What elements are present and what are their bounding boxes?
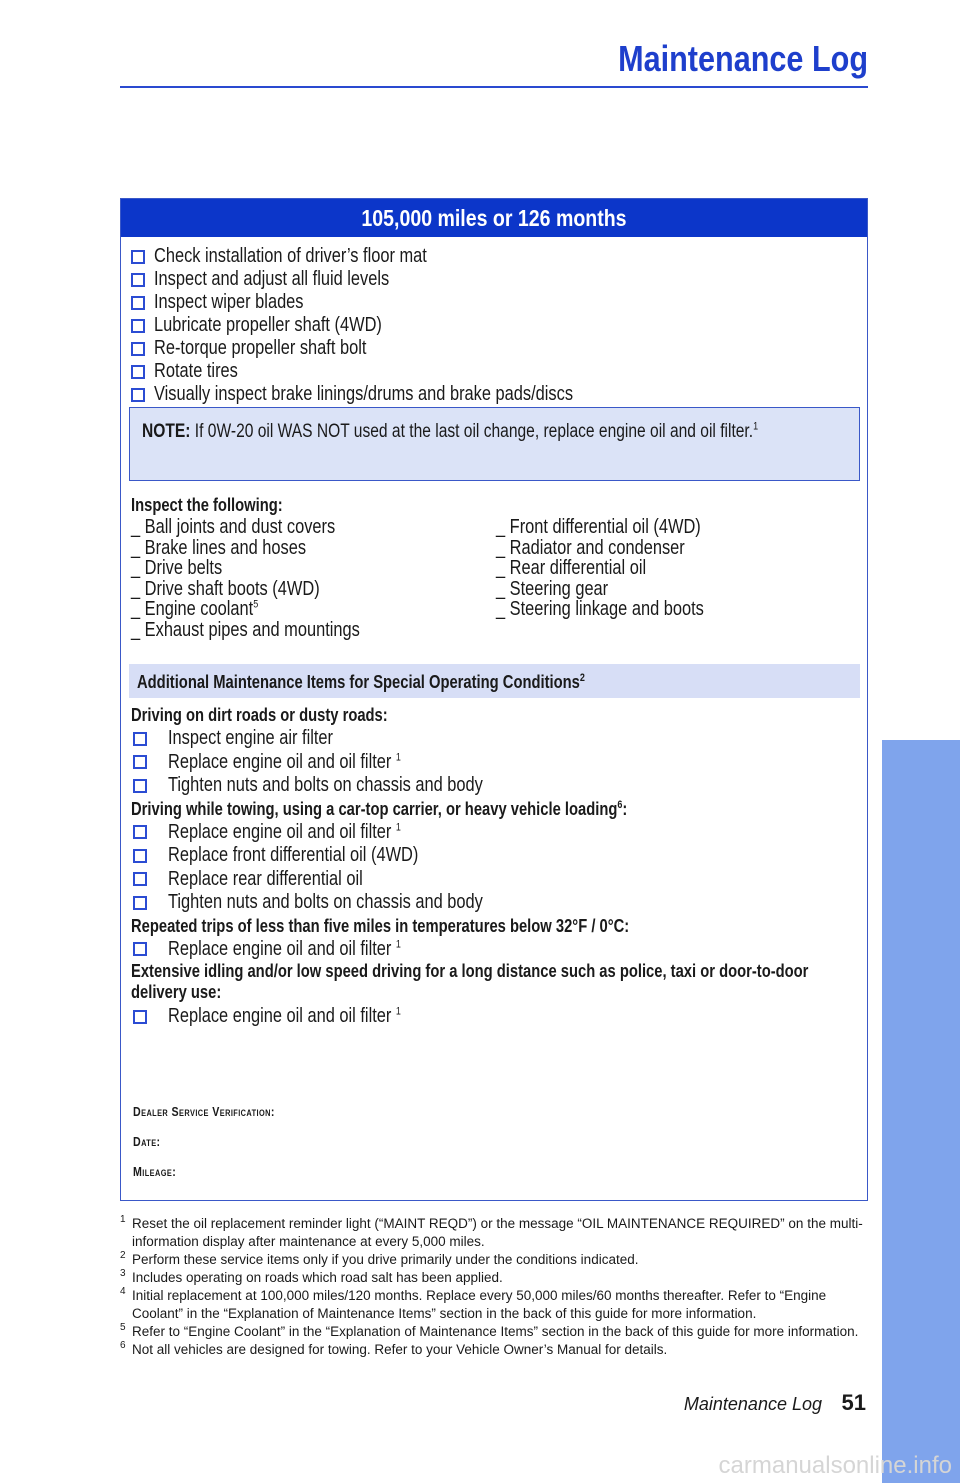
list-item: _ Steering gear xyxy=(496,577,609,600)
list-item: _ Radiator and condenser xyxy=(496,536,685,559)
checkbox[interactable] xyxy=(133,755,147,769)
checklist-item[interactable]: Inspect wiper blades xyxy=(131,291,665,314)
page-title: Maintenance Log xyxy=(618,38,868,79)
footnote: 1 Reset the oil replacement reminder light (“MAINT REQD”) or the message “OIL MAINTENANCE REQUIRED” on the multi-information display after maintenance at every 5,000 miles. xyxy=(120,1214,863,1249)
list-item: _ Steering linkage and boots xyxy=(496,598,704,620)
condition-heading: Repeated trips of less than five miles in temperatures below 32°F / 0°C: xyxy=(131,915,630,936)
condition-item[interactable]: Replace engine oil and oil filter $^1$ xyxy=(131,1005,861,1029)
checklist-item[interactable]: Check installation of driver’s floor mat xyxy=(131,245,665,268)
checkbox[interactable] xyxy=(131,342,145,356)
condition-item[interactable]: Replace engine oil and oil filter $^1$ xyxy=(131,938,861,962)
inspect-col-right xyxy=(496,517,861,640)
condition-item[interactable]: Replace engine oil and oil filter $^1$ xyxy=(131,751,861,775)
checklist-item[interactable]: Inspect and adjust all fluid levels xyxy=(131,268,665,291)
inspect-section xyxy=(131,495,861,640)
list-item: _ Ball joints and dust covers xyxy=(131,516,336,538)
list-item: _ Engine coolant$^5$ xyxy=(131,598,259,620)
note-ref: 1 xyxy=(753,420,759,433)
condition-item[interactable]: Replace rear differential oil xyxy=(131,868,861,892)
date-label: Date: xyxy=(133,1134,161,1149)
checklist-item[interactable]: Re-torque propeller shaft bolt xyxy=(131,337,665,360)
footnote: 2 Perform these service items only if you drive primarily under the conditions indicated. xyxy=(120,1250,639,1267)
checkbox[interactable] xyxy=(133,1010,147,1024)
condition-heading: Driving while towing, using a car-top carrier, or heavy vehicle loading$^6$: xyxy=(131,798,628,819)
additional-items-bar: Additional Maintenance Items for Special Operating Conditions$^2$ xyxy=(129,664,860,698)
checkbox[interactable] xyxy=(133,849,147,863)
side-tab-label: MAINTENANCE xyxy=(809,956,834,1130)
inspect-col-left xyxy=(131,517,496,640)
inspect-title: Inspect the following: xyxy=(131,495,283,515)
dealer-verification xyxy=(133,1104,306,1194)
condition-item[interactable]: Inspect engine air filter xyxy=(131,727,861,751)
condition-item[interactable]: Replace engine oil and oil filter $^1$ xyxy=(131,821,861,845)
checklist-item[interactable]: Visually inspect brake linings/drums and brake pads/discs xyxy=(131,383,665,406)
list-item: _ Rear differential oil xyxy=(496,557,647,579)
condition-heading: Driving on dirt roads or dusty roads: xyxy=(131,705,388,725)
maintenance-log-box xyxy=(120,198,868,1201)
checklist-item[interactable]: Lubricate propeller shaft (4WD) xyxy=(131,314,665,337)
condition-item[interactable]: Tighten nuts and bolts on chassis and body xyxy=(131,891,861,915)
note-text: If 0W-20 oil WAS NOT used at the last oil change, replace engine oil and oil filter. xyxy=(194,421,754,442)
checklist-item[interactable]: Rotate tires xyxy=(131,360,665,383)
checkbox[interactable] xyxy=(133,825,147,839)
note-label: NOTE: xyxy=(142,421,191,442)
checkbox[interactable] xyxy=(131,388,145,402)
checkbox[interactable] xyxy=(131,365,145,379)
checkbox[interactable] xyxy=(133,779,147,793)
checkbox[interactable] xyxy=(133,872,147,886)
condition-item[interactable]: Tighten nuts and bolts on chassis and body xyxy=(131,774,861,798)
footnote: 5 Refer to “Engine Coolant” in the “Explanation of Maintenance Items” section in the back of this guide for more information. xyxy=(120,1322,859,1339)
checkbox[interactable] xyxy=(131,273,145,287)
checkbox[interactable] xyxy=(133,896,147,910)
list-item: _ Front differential oil (4WD) xyxy=(496,516,701,538)
list-item: _ Exhaust pipes and mountings xyxy=(131,618,360,641)
watermark: carmanualsonline.info xyxy=(718,1452,952,1479)
service-checklist xyxy=(131,245,665,406)
list-item: _ Drive belts xyxy=(131,557,223,579)
dealer-verification-label: Dealer Service Verification: xyxy=(133,1104,275,1119)
footnote: 3 Includes operating on roads which road salt has been applied. xyxy=(120,1268,503,1285)
special-conditions xyxy=(131,704,861,1029)
footnote: 4 Initial replacement at 100,000 miles/120 months. Replace every 50,000 miles/60 months thereafter. Refer to “Engine Coolant” in the “Explanation of Maintenance Items” section in the back of this guide for more information. xyxy=(120,1286,827,1321)
checkbox[interactable] xyxy=(133,732,147,746)
page-number: 51 xyxy=(841,1390,866,1415)
interval-header: 105,000 miles or 126 months xyxy=(121,199,867,237)
checkbox[interactable] xyxy=(133,942,147,956)
note-box xyxy=(129,407,860,481)
checkbox[interactable] xyxy=(131,250,145,264)
footnotes xyxy=(120,1215,868,1359)
title-rule xyxy=(120,86,868,88)
footer-label: Maintenance Log xyxy=(683,1394,822,1414)
condition-item[interactable]: Replace front differential oil (4WD) xyxy=(131,844,861,868)
mileage-label: Mileage: xyxy=(133,1164,177,1179)
list-item: _ Brake lines and hoses xyxy=(131,536,307,559)
checkbox[interactable] xyxy=(131,296,145,310)
list-item: _ Drive shaft boots (4WD) xyxy=(131,577,320,600)
condition-heading: Extensive idling and/or low speed driving for a long distance such as police, taxi or door-to-door delivery use: xyxy=(131,961,809,1002)
checkbox[interactable] xyxy=(131,319,145,333)
footnote: 6 Not all vehicles are designed for towing. Refer to your Vehicle Owner’s Manual for details. xyxy=(120,1340,668,1357)
